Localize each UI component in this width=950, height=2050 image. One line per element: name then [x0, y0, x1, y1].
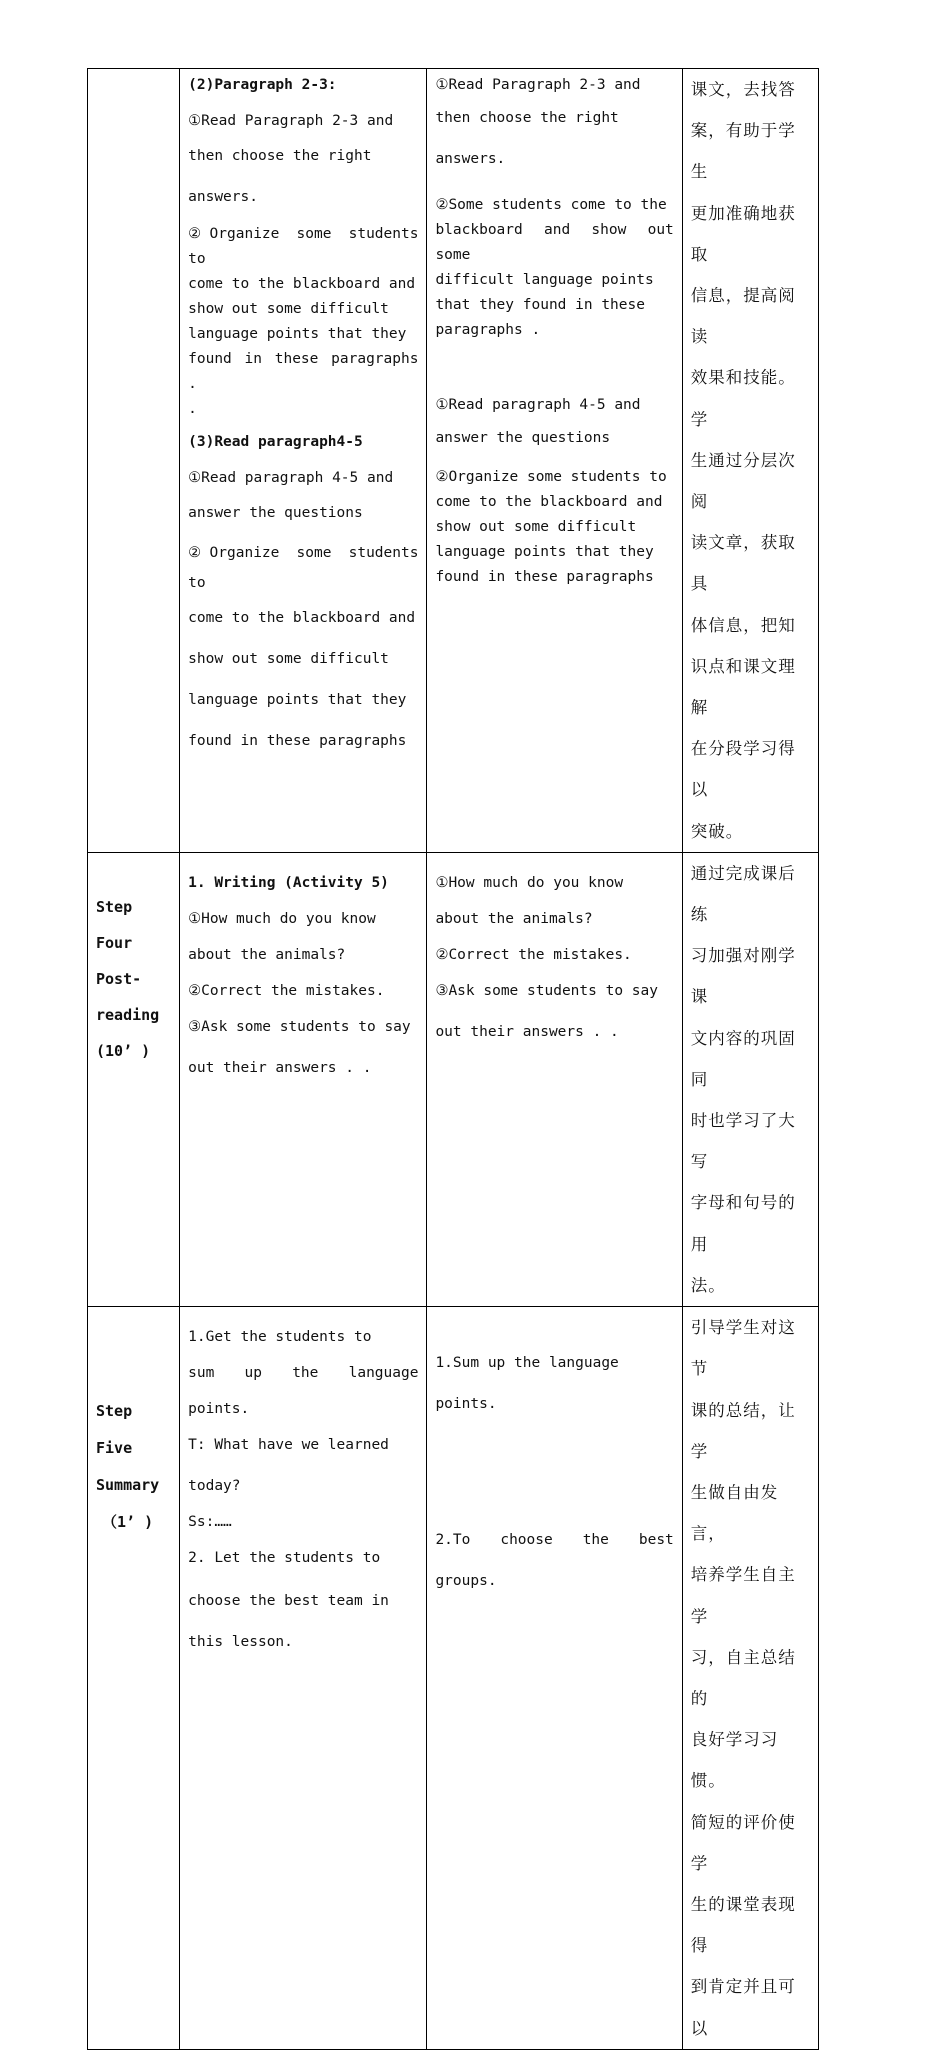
table-row: [88, 852, 819, 1306]
text-line: 通过完成课后练: [690, 863, 796, 925]
text-line: that they found in these: [435, 297, 645, 313]
text-line: ①How much do you know: [435, 874, 624, 891]
design-intent-cell: [682, 852, 818, 1306]
text-line: 2. Let the students to: [188, 1550, 381, 1567]
section-heading: (2)Paragraph 2-3:: [188, 77, 337, 93]
text-line: 课的总结，让学: [690, 1400, 796, 1461]
text-line: 案，有助于学生: [690, 121, 796, 182]
text-line: ①Read paragraph 4-5 and: [188, 470, 394, 486]
text-line: answer the questions: [188, 505, 363, 521]
text-line: 信息，提高阅读: [690, 286, 796, 347]
step-label: Four: [96, 933, 133, 952]
text-line: language points that they: [188, 326, 407, 342]
text-line: out their answers . .: [188, 1059, 372, 1076]
text-line: about the animals?: [435, 910, 593, 927]
step-label: Step: [96, 1402, 133, 1421]
text-line: T: What have we learned: [188, 1437, 389, 1454]
text-line: difficult language points: [435, 272, 654, 288]
text-line: ①Read Paragraph 2-3 and: [188, 113, 394, 129]
step-label: reading: [96, 1005, 160, 1024]
step-label: Five: [96, 1439, 133, 1458]
text-line: then choose the right: [435, 110, 619, 126]
text-line: come to the blackboard and: [188, 610, 416, 626]
text-line: answers.: [435, 151, 506, 167]
text-line: 2.To choose the best groups.: [435, 1532, 674, 1590]
text-line: ①How much do you know: [188, 910, 376, 927]
table-row: [88, 69, 819, 853]
text-line: come to the blackboard and: [188, 276, 416, 292]
text-line: ②Organize some students to: [188, 226, 419, 267]
text-line: paragraphs .: [435, 322, 541, 338]
teacher-activity-cell: [180, 69, 427, 853]
section-heading: 1. Writing (Activity 5): [188, 874, 389, 891]
text-line: ③Ask some students to say: [188, 1018, 411, 1035]
text-line: 良好学习习惯。: [690, 1730, 779, 1791]
text-line: 1.Sum up the language: [435, 1355, 619, 1372]
text-line: 习加强对刚学课: [690, 946, 796, 1007]
text-line: show out some difficult: [435, 519, 637, 535]
text-line: about the animals?: [188, 946, 346, 963]
step-label: Step: [96, 897, 133, 916]
text-line: 突破。: [690, 821, 744, 841]
text-line: 文内容的巩固同: [690, 1028, 796, 1089]
text-line: 生的课堂表现得: [690, 1894, 796, 1956]
text-line: 法。: [690, 1275, 726, 1295]
student-activity-cell: [427, 69, 682, 853]
step-label: （1’ ): [102, 1513, 154, 1532]
text-line: ①Read Paragraph 2-3 and: [435, 77, 641, 93]
section-heading: (3)Read paragraph4-5: [188, 434, 363, 450]
text-line: ②Organize some students to: [435, 469, 667, 485]
teacher-activity-cell: [180, 852, 427, 1306]
student-activity-cell: [427, 1307, 682, 2050]
text-line: 生通过分层次阅: [690, 450, 796, 512]
step-cell: [88, 1307, 180, 2050]
text-line: found in these paragraphs: [435, 569, 654, 585]
step-cell: [88, 69, 180, 853]
text-line: language points that they: [435, 544, 654, 560]
text-line: 时也学习了大写: [690, 1111, 796, 1172]
text-line: 字母和句号的用: [690, 1193, 796, 1254]
text-line: 识点和课文理解: [690, 656, 796, 718]
text-line: language points that they: [188, 692, 407, 708]
text-line: 生做自由发言，: [690, 1482, 779, 1544]
text-line: found in these paragraphs .: [188, 351, 419, 392]
text-line: 到肯定并且可以: [690, 1977, 796, 2038]
text-line: found in these paragraphs: [188, 733, 407, 749]
text-line: 更加准确地获取: [690, 203, 796, 264]
text-line: ②Some students come to the: [435, 197, 667, 213]
text-line: show out some difficult: [188, 301, 389, 317]
student-activity-cell: [427, 852, 682, 1306]
text-line: Ss:……: [188, 1514, 232, 1531]
text-line: answer the questions: [435, 430, 611, 446]
text-line: ②Organize some students to: [188, 545, 419, 591]
text-line: ②Correct the mistakes.: [435, 946, 632, 963]
text-line: show out some difficult: [188, 651, 389, 667]
text-line: ①Read paragraph 4-5 and: [435, 397, 641, 413]
step-label: Post-: [96, 969, 142, 988]
text-line: 培养学生自主学: [690, 1565, 796, 1626]
text-line: out their answers . .: [435, 1023, 619, 1040]
text-line: sum up the language points.: [188, 1365, 419, 1418]
text-line: 读文章，获取具: [690, 533, 796, 594]
text-line: 引导学生对这节: [690, 1318, 796, 1379]
step-label: (10’ ): [96, 1041, 151, 1060]
text-line: today?: [188, 1478, 241, 1495]
text-line: this lesson.: [188, 1634, 293, 1651]
design-intent-cell: [682, 69, 818, 853]
text-line: choose the best team in: [188, 1593, 389, 1610]
text-line: ②Correct the mistakes.: [188, 982, 385, 999]
text-line: 1.Get the students to: [188, 1329, 372, 1346]
text-line: ③Ask some students to say: [435, 982, 658, 999]
text-line: 体信息，把知: [690, 615, 796, 635]
text-line: 习，自主总结的: [690, 1647, 796, 1708]
table-row: [88, 1307, 819, 2050]
text-line: 简短的评价使学: [690, 1812, 796, 1873]
teacher-activity-cell: [180, 1307, 427, 2050]
step-label: Summary: [96, 1476, 160, 1495]
text-line: come to the blackboard and: [435, 494, 663, 510]
text-line: 在分段学习得以: [690, 739, 796, 800]
text-line: 效果和技能。学: [690, 368, 796, 429]
design-intent-cell: [682, 1307, 818, 2050]
lesson-plan-table: [87, 68, 819, 2050]
text-line: then choose the right: [188, 148, 372, 164]
text-line: answers.: [188, 189, 258, 205]
text-line: .: [188, 401, 197, 417]
text-line: blackboard and show out some: [435, 222, 674, 263]
step-cell: [88, 852, 180, 1306]
text-line: points.: [435, 1396, 497, 1413]
text-line: 课文，去找答: [690, 80, 796, 99]
